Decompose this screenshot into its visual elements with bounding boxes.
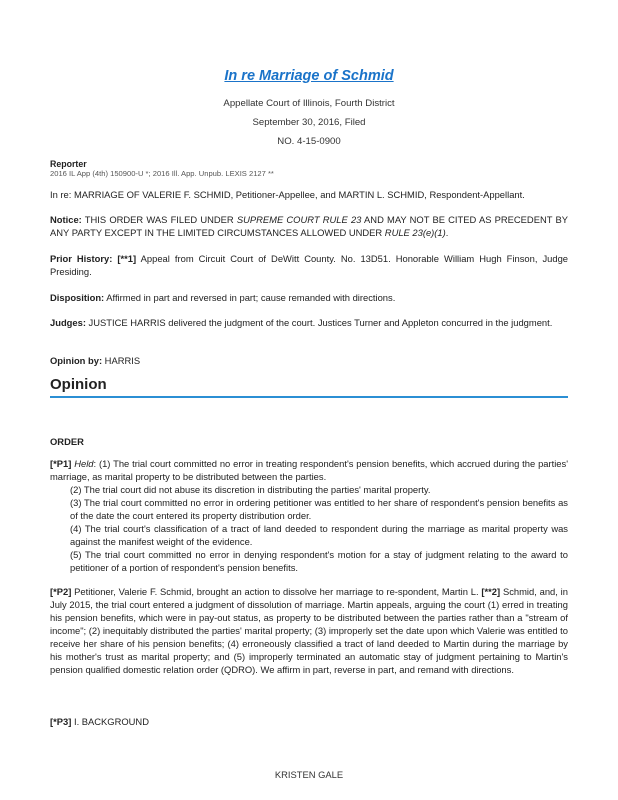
judges-label: Judges: (50, 317, 86, 328)
notice-text-a: THIS ORDER WAS FILED UNDER (81, 214, 237, 225)
prior-history (50, 252, 568, 278)
opinion-by-text: HARRIS (102, 355, 141, 366)
opinion-heading: Opinion (50, 376, 107, 393)
judges (50, 316, 568, 329)
p1-held: Held (74, 458, 94, 469)
p1-item4: (4) The trial court's classification of a tract of land deeded to respondent during the marriage as marital property was against the manifest weight of the evidence. (70, 523, 568, 547)
footer-name: KRISTEN GALE (274, 769, 344, 780)
notice-rule-b: RULE 23(e)(1) (384, 227, 446, 238)
notice (50, 213, 568, 239)
paragraph-p1 (50, 457, 568, 574)
reporter-label: Reporter (50, 159, 87, 169)
judges-text: JUSTICE HARRIS delivered the judgment of the court. Justices Turner and Appleton concurred in the judgment. (85, 317, 553, 328)
court-name: Appellate Court of Illinois, Fourth District (223, 98, 395, 109)
paragraph-p3 (50, 715, 568, 728)
case-title[interactable]: In re Marriage of Schmid (224, 68, 394, 84)
p2-text-b: Schmid, and, in July 2015, the trial court entered a judgment of dissolution of marriage. Martin appeals, arguing the court (1) erred in treating his pension benefits, which were in pay-out status, as property to be distributed between the parties rather than a "stream of income"; (2) inequitably distributed the parties' marital property; (3) improperly set the date upon which Valerie was entitled to receive her share of his pension benefits; (4) erroneously classified a tract of land deeded to Martin during the marriage by his mother's trust as marital property; and (5) improperly terminated an automatic stay of judgment pertaining to Martin's pension qualified domestic relation order (QDRO). We affirm in part, reverse in part, and remand with directions. (50, 586, 568, 675)
p1-item5: (5) The trial court committed no error in denying respondent's motion for a stay of judgment relating to the award to petitioner of a portion of respondent's pension benefits. (70, 549, 568, 573)
prior-history-label: Prior History: (50, 253, 113, 264)
parties: In re: MARRIAGE OF VALERIE F. SCHMID, Petitioner-Appellee, and MARTIN L. SCHMID, Respondent-Appellant. (50, 189, 525, 200)
p3-marker: [*P3] (50, 716, 72, 727)
filed-date: September 30, 2016, Filed (252, 117, 366, 128)
notice-label: Notice: (50, 214, 82, 225)
order-label: ORDER (50, 436, 84, 447)
p1-item3: (3) The trial court committed no error in ordering petitioner was entitled to her share of respondent's pension benefits as of the date the court entered its property distribution order. (70, 497, 568, 521)
opinion-by (50, 354, 568, 367)
p1-marker: [*P1] (50, 458, 72, 469)
p1-item1: : (1) The trial court committed no error in treating respondent's pension benefits, which accrued during the parties' marriage, as marital property to be distributed between the parties. (50, 458, 568, 482)
reporter-citation: 2016 IL App (4th) 150900-U *; 2016 Ill. App. Unpub. LEXIS 2127 ** (50, 169, 274, 178)
notice-text-c: . (445, 227, 449, 238)
notice-rule-a: SUPREME COURT RULE 23 (236, 214, 362, 225)
opinion-divider (50, 396, 568, 398)
prior-history-marker: [**1] (112, 253, 137, 264)
p2-text-a: Petitioner, Valerie F. Schmid, brought an action to dissolve her marriage to re-spondent, Martin L. (71, 586, 482, 597)
p1-item2: (2) The trial court did not abuse its discretion in distributing the parties' marital property. (70, 484, 431, 495)
disposition-text: Affirmed in part and reversed in part; cause remanded with directions. (104, 292, 396, 303)
p2-marker: [*P2] (50, 586, 72, 597)
docket-number: NO. 4-15-0900 (277, 136, 341, 147)
paragraph-p2 (50, 585, 568, 676)
disposition (50, 291, 568, 304)
p3-text: I. BACKGROUND (71, 716, 149, 727)
p2-marker2: [**2] (481, 586, 501, 597)
prior-history-text: Appeal from Circuit Court of DeWitt County. No. 13D51. Honorable William Hugh Finson, Judge Presiding. (50, 253, 569, 277)
disposition-label: Disposition: (50, 292, 105, 303)
opinion-by-label: Opinion by: (50, 355, 103, 366)
notice-text-b: AND MAY NOT BE CITED AS PRECEDENT BY ANY PARTY EXCEPT IN THE LIMITED CIRCUMSTANCES ALLOWED UNDER (50, 214, 568, 238)
